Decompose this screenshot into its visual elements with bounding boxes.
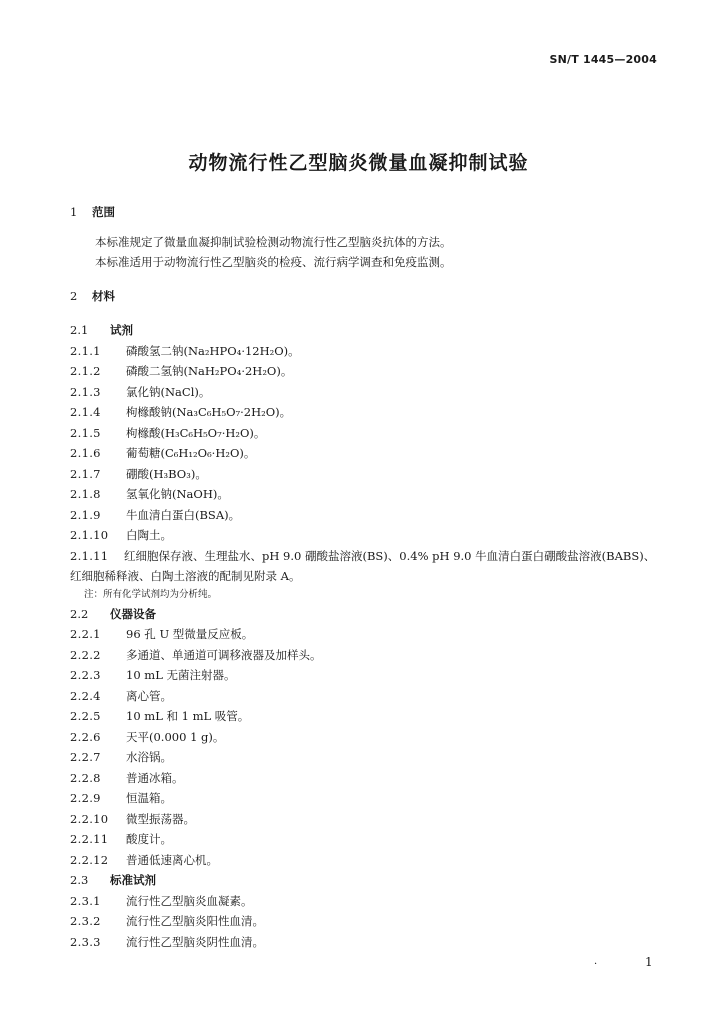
item-number: 2.1.10: [70, 528, 109, 542]
list-item: [70, 443, 660, 464]
list-item: [70, 525, 660, 546]
item-text: 10 mL 和 1 mL 吸管。: [126, 709, 250, 723]
subsection-title: 试剂: [110, 323, 133, 337]
subsection-heading-reagents: [70, 320, 660, 341]
document-body: [70, 202, 660, 952]
item-text: 微型振荡器。: [126, 811, 195, 826]
item-number: 2.2.1: [70, 627, 101, 641]
list-item-long: [70, 546, 660, 586]
item-text: 流行性乙型脑炎阳性血清。: [126, 914, 264, 928]
item-number: 2.1.4: [70, 405, 101, 419]
item-text: 枸橼酸钠(Na₃C₆H₅O₇·2H₂O)。: [126, 405, 292, 419]
list-item: [70, 341, 660, 362]
item-number: 2.2.11: [70, 832, 109, 846]
item-number: 2.1.1: [70, 343, 101, 358]
subsection-title: 仪器设备: [110, 606, 156, 621]
list-item: [70, 686, 660, 707]
item-text: 水浴锅。: [126, 750, 172, 764]
item-number: 2.2.9: [70, 791, 101, 805]
list-item: [70, 484, 660, 505]
item-text: 磷酸氢二钠(Na₂HPO₄·12H₂O)。: [126, 343, 300, 358]
subsection-number: 2.2: [70, 606, 89, 621]
item-number: 2.1.2: [70, 364, 101, 378]
page-number: 1: [645, 955, 653, 969]
list-item: [70, 850, 660, 871]
list-item: [70, 727, 660, 748]
item-number: 2.2.8: [70, 770, 101, 785]
item-number: 2.1.9: [70, 507, 101, 522]
list-item: [70, 665, 660, 686]
section-number: 1: [70, 205, 78, 219]
list-item: [70, 505, 660, 526]
item-number: 2.2.2: [70, 647, 101, 662]
equipment-list: [70, 624, 660, 870]
item-text: 硼酸(H₃BO₃)。: [126, 466, 207, 481]
item-text: 10 mL 无菌注射器。: [126, 668, 236, 682]
list-item: [70, 747, 660, 768]
item-number: 2.2.5: [70, 709, 101, 723]
item-text: 多通道、单通道可调移液器及加样头。: [126, 647, 322, 662]
list-item: [70, 361, 660, 382]
list-item: [70, 809, 660, 830]
item-number: 2.2.10: [70, 811, 109, 826]
list-item: [70, 891, 660, 912]
section-heading-scope: [70, 202, 660, 222]
standard-code: SN/T 1445—2004: [549, 53, 657, 66]
item-text: 牛血清白蛋白(BSA)。: [126, 507, 241, 522]
section-heading-materials: [70, 286, 660, 306]
item-number: 2.2.7: [70, 750, 101, 764]
list-item: [70, 624, 660, 645]
item-number: 2.1.5: [70, 425, 101, 440]
standards-list: [70, 891, 660, 953]
list-item: [70, 382, 660, 403]
subsection-title: 标准试剂: [110, 873, 156, 887]
item-text: 红细胞保存液、生理盐水、pH 9.0 硼酸盐溶液(BS)、0.4% pH 9.0 牛血清白蛋白硼酸盐溶液(BABS)、红细胞稀释液、白陶土溶液的配制见附录 A。: [70, 548, 656, 583]
list-item: [70, 932, 660, 953]
list-item: [70, 402, 660, 423]
reagent-list: [70, 341, 660, 604]
item-text: 磷酸二氢钠(NaH₂PO₄·2H₂O)。: [126, 364, 293, 378]
section-title: 范围: [92, 205, 115, 219]
item-number: 2.2.4: [70, 688, 101, 703]
list-item: [70, 768, 660, 789]
list-item: [70, 645, 660, 666]
document-title: 动物流行性乙型脑炎微量血凝抑制试验: [188, 152, 529, 174]
list-item: [70, 706, 660, 727]
section-title: 材料: [92, 289, 115, 303]
item-text: 氢氧化钠(NaOH)。: [126, 487, 229, 501]
item-number: 2.2.6: [70, 729, 101, 744]
item-number: 2.1.6: [70, 446, 101, 460]
subsection-heading-standards: [70, 870, 660, 891]
item-number: 2.1.7: [70, 466, 101, 481]
item-text: 葡萄糖(C₆H₁₂O₆·H₂O)。: [126, 446, 256, 460]
scope-paragraph: 本标准适用于动物流行性乙型脑炎的检疫、流行病学调查和免疫监测。: [95, 255, 452, 269]
reagent-note: 注：所有化学试剂均为分析纯。: [84, 588, 218, 600]
item-text: 氯化钠(NaCl)。: [126, 384, 211, 399]
footer-dot: ·: [594, 959, 598, 970]
item-text: 白陶土。: [126, 528, 172, 542]
subsection-number: 2.3: [70, 873, 89, 887]
item-text: 96 孔 U 型微量反应板。: [126, 627, 254, 641]
list-item: [70, 911, 660, 932]
item-number: 2.3.1: [70, 893, 101, 908]
item-text: 普通低速离心机。: [126, 852, 218, 867]
scope-paragraph: 本标准规定了微量血凝抑制试验检测动物流行性乙型脑炎抗体的方法。: [95, 235, 452, 249]
item-text: 流行性乙型脑炎阴性血清。: [126, 934, 264, 949]
item-number: 2.1.8: [70, 487, 101, 501]
item-text: 天平(0.000 1 g)。: [126, 729, 225, 744]
item-number: 2.3.2: [70, 914, 101, 928]
section-number: 2: [70, 289, 78, 303]
item-text: 普通冰箱。: [126, 770, 184, 785]
item-number: 2.2.12: [70, 852, 109, 867]
item-text: 酸度计。: [126, 832, 172, 846]
list-item: [70, 423, 660, 444]
item-text: 流行性乙型脑炎血凝素。: [126, 893, 253, 908]
subsection-number: 2.1: [70, 323, 89, 337]
list-item: [70, 788, 660, 809]
item-text: 枸橼酸(H₃C₆H₅O₇·H₂O)。: [126, 425, 266, 440]
item-number: 2.2.3: [70, 668, 101, 682]
list-item: [70, 829, 660, 850]
item-number: 2.1.11: [70, 548, 109, 563]
subsection-heading-equipment: [70, 604, 660, 625]
item-number: 2.1.3: [70, 384, 101, 399]
item-number: 2.3.3: [70, 934, 101, 949]
item-text: 恒温箱。: [126, 791, 172, 805]
list-item: [70, 464, 660, 485]
item-text: 离心管。: [126, 688, 172, 703]
